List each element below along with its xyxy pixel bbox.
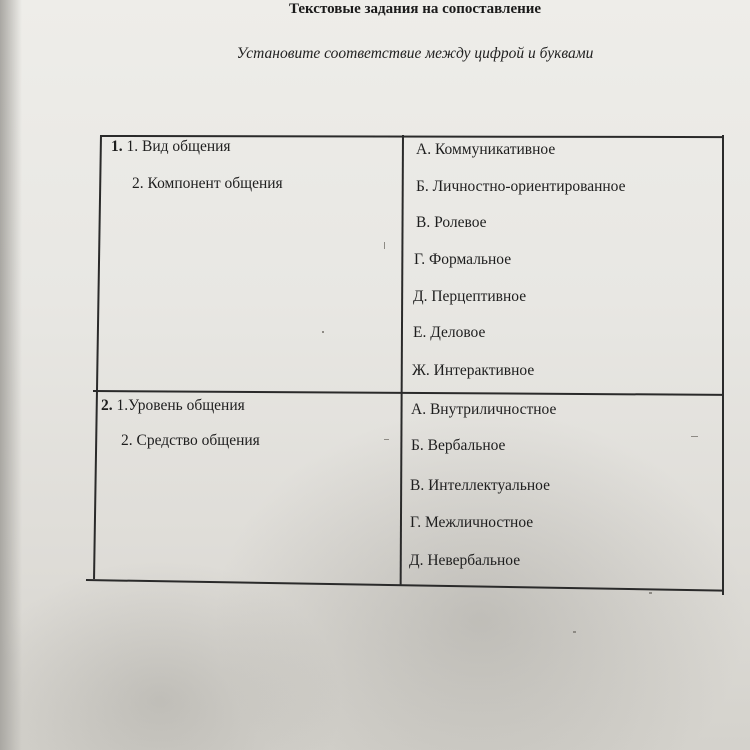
task-2: [101, 397, 245, 415]
right-item: Г. Формальное: [414, 251, 512, 268]
right-item: А. Коммуникативное: [416, 141, 556, 158]
table-divider-row: [93, 390, 724, 395]
pen-mark: [384, 439, 389, 440]
right-item: Д. Перцептивное: [413, 288, 527, 305]
right-item: Б. Личностно-ориентированное: [416, 178, 626, 195]
right-item: Д. Невербальное: [409, 552, 521, 569]
task-number: 2.: [101, 397, 113, 414]
left-item: 2. Средство общения: [121, 432, 260, 449]
page-subtitle: Установите соответствие между цифрой и буквами: [236, 45, 594, 62]
right-item: Г. Межличностное: [410, 514, 534, 531]
table-divider-column: [400, 135, 404, 585]
pen-mark: [322, 331, 324, 333]
right-item: Е. Деловое: [413, 324, 486, 341]
right-item: В. Интеллектуальное: [410, 477, 550, 494]
task-number: 1.: [111, 138, 123, 155]
left-item: 2. Компонент общения: [132, 175, 283, 192]
pen-mark: [384, 242, 385, 249]
right-item: А. Внутриличностное: [411, 401, 557, 418]
page-edge-shadow: [0, 0, 22, 750]
pen-mark: [573, 631, 576, 633]
right-item: В. Ролевое: [416, 214, 487, 231]
matching-table: [86, 135, 724, 594]
left-item: 1.Уровень общения: [116, 397, 245, 414]
pen-mark: [691, 436, 698, 437]
table-border-left: [93, 135, 101, 579]
right-item: Ж. Интерактивное: [412, 362, 535, 379]
table-border-bottom: [86, 579, 724, 591]
table-border-right: [722, 135, 724, 595]
right-item: Б. Вербальное: [411, 437, 506, 454]
page-title: Текстовые задания на сопоставление: [288, 1, 542, 17]
left-item: 1. Вид общения: [126, 138, 231, 155]
pen-mark: [649, 592, 652, 594]
task-1: [111, 138, 231, 156]
